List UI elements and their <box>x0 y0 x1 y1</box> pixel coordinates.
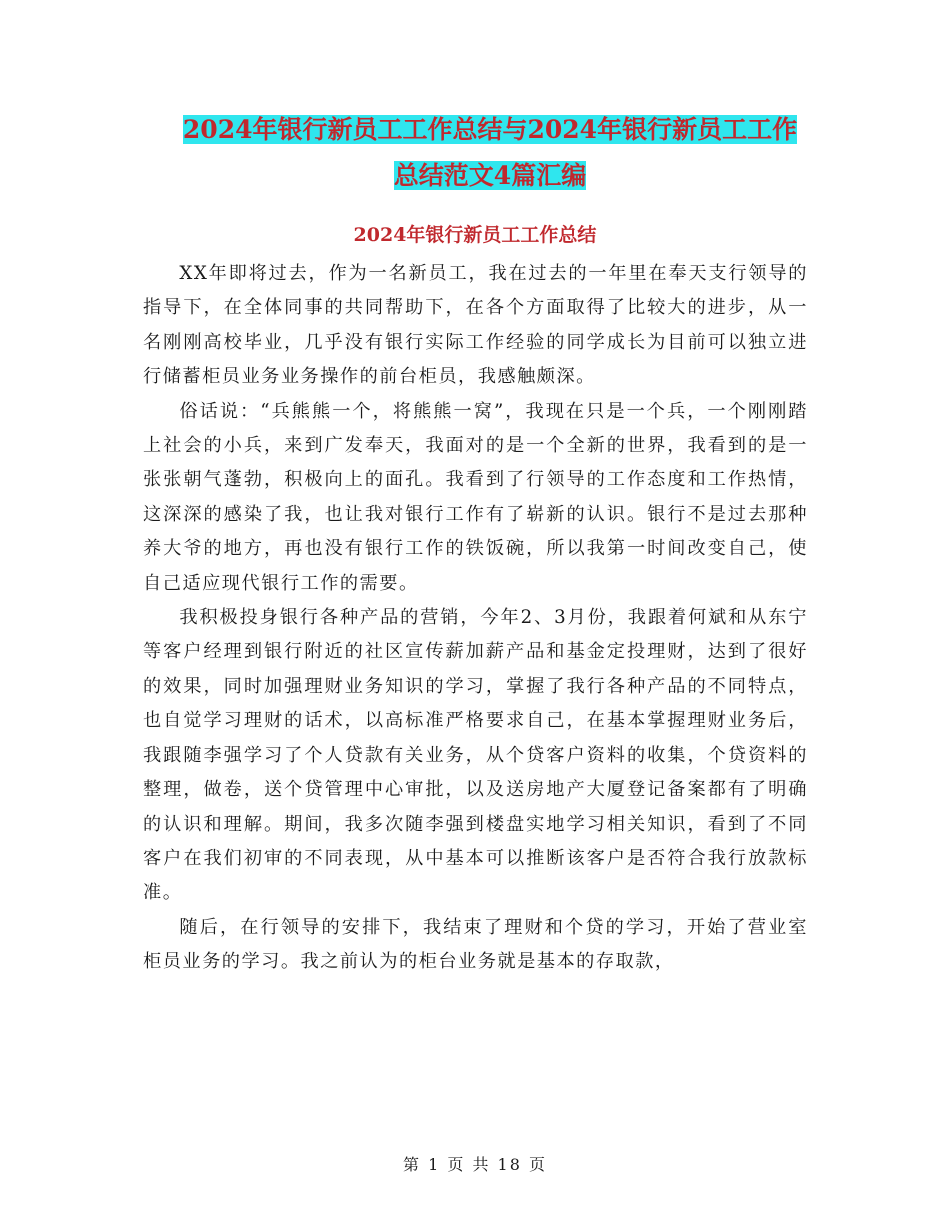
paragraph-4: 随后，在行领导的安排下，我结束了理财和个贷的学习，开始了营业室柜员业务的学习。我之前认为的柜台业务就是基本的存取款， <box>143 916 808 973</box>
title-line-1: 2024年银行新员工工作总结与2024年银行新员工工作 <box>182 115 798 144</box>
paragraph-2: 俗话说：“兵熊熊一个，将熊熊一窝”，我现在只是一个兵，一个刚刚踏上社会的小兵，来到广发奉天，我面对的是一个全新的世界，我看到的是一张张朝气蓬勃，积极向上的面孔。我看到了行领导的工作态度和工作热情，这深深的感染了我，也让我对银行工作有了崭新的认识。银行不是过去那种养大爷的地方，再也没有银行工作的铁饭碗，所以我第一时间改变自己，使自己适应现代银行工作的需要。 <box>143 400 808 594</box>
document-title <box>140 108 840 200</box>
section-title: 2024年银行新员工工作总结 <box>353 224 597 246</box>
paragraph-3: 我积极投身银行各种产品的营销，今年2、3月份，我跟着何斌和从东宁等客户经理到银行附近的社区宣传薪加薪产品和基金定投理财，达到了很好的效果，同时加强理财业务知识的学习，掌握了我行各种产品的不同特点，也自觉学习理财的话术，以高标准严格要求自己，在基本掌握理财业务后，我跟随李强学习了个人贷款有关业务，从个贷客户资料的收集，个贷资料的整理，做卷，送个贷管理中心审批，以及送房地产大厦登记备案都有了明确的认识和理解。期间，我多次随李强到楼盘实地学习相关知识，看到了不同客户在我们初审的不同表现，从中基本可以推断该客户是否符合我行放款标准。 <box>143 607 808 904</box>
title-line-2: 总结范文4篇汇编 <box>393 161 587 190</box>
body-text <box>143 257 808 980</box>
paragraph-1: XX年即将过去，作为一名新员工，我在过去的一年里在奉天支行领导的指导下，在全体同事的共同帮助下，在各个方面取得了比较大的进步，从一名刚刚高校毕业，几乎没有银行实际工作经验的同学成长为目前可以独立进行储蓄柜员业务业务操作的前台柜员，我感触颇深。 <box>143 263 808 388</box>
page-footer: 第 1 页 共 18 页 <box>403 1155 547 1174</box>
